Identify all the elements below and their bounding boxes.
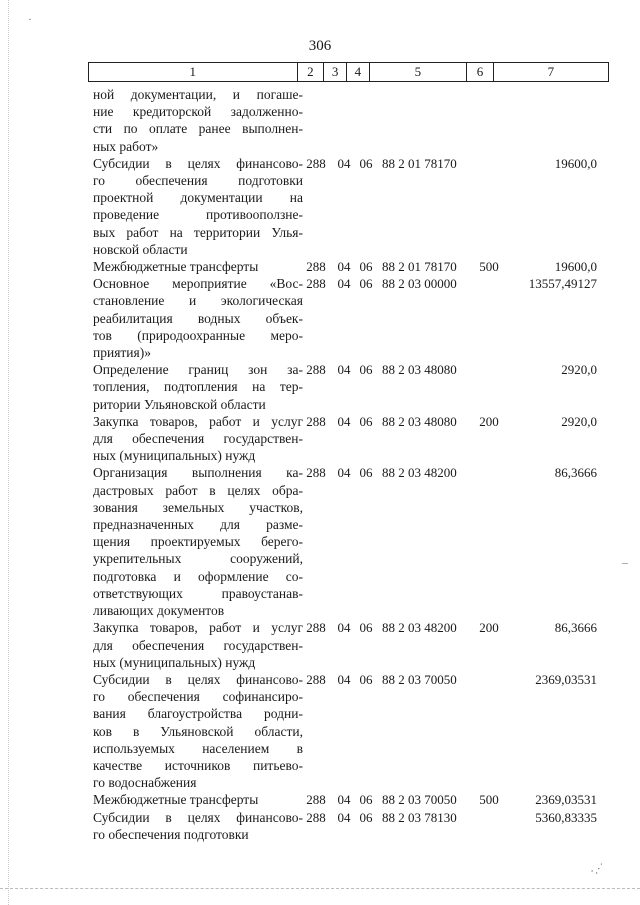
row-c7-cell: 5360,83335 bbox=[535, 809, 597, 825]
row-c7-cell: 86,3666 bbox=[554, 465, 597, 481]
row-c3-cell: 04 bbox=[337, 620, 351, 636]
row-description bbox=[93, 619, 303, 671]
description-line: ной документации, и погаше- bbox=[93, 87, 303, 102]
description-line: Субсидии в целях финансово- bbox=[93, 155, 303, 171]
row-c5-cell: 88 2 03 48080 bbox=[382, 362, 457, 378]
description-line: для обеспечения государствен- bbox=[93, 637, 303, 653]
row-c7-cell: 2369,03531 bbox=[535, 671, 597, 687]
table-row bbox=[0, 671, 640, 791]
description-line: щения проектируемых берего- bbox=[93, 534, 303, 550]
description-line: проектной документации на bbox=[93, 190, 303, 206]
row-description bbox=[93, 413, 303, 465]
description-line: предназначенных для разме- bbox=[93, 517, 303, 533]
description-line: дастровых работ в целях обра- bbox=[93, 482, 303, 498]
description-line: ливающих документов bbox=[93, 603, 225, 619]
budget-table-body bbox=[0, 86, 640, 843]
description-line: тов (природоохранные меро- bbox=[93, 327, 303, 343]
description-line: качестве источников питьево- bbox=[93, 757, 303, 773]
row-c2-cell: 288 bbox=[306, 259, 326, 275]
description-line: сти по оплате ранее выполнен- bbox=[93, 121, 303, 137]
row-c4-cell: 06 bbox=[359, 620, 373, 636]
table-row bbox=[0, 361, 640, 413]
row-description bbox=[93, 464, 303, 619]
row-c2-cell: 288 bbox=[306, 792, 326, 808]
row-c4-cell: 06 bbox=[359, 671, 373, 687]
row-c5-cell: 88 2 03 00000 bbox=[382, 276, 457, 292]
row-c7-cell: 2920,0 bbox=[561, 413, 597, 429]
column-header-3: 3 bbox=[324, 63, 347, 82]
description-line: подготовка и оформление со- bbox=[93, 568, 303, 584]
column-header-2: 2 bbox=[297, 63, 324, 82]
row-c6-cell: 200 bbox=[479, 413, 499, 429]
description-line: укрепительных сооружений, bbox=[93, 551, 303, 567]
row-c6-cell: 500 bbox=[479, 259, 499, 275]
description-line: становление и экологическая bbox=[93, 293, 303, 309]
description-line: используемых населением в bbox=[93, 740, 303, 756]
row-c2-cell: 288 bbox=[306, 671, 326, 687]
row-c6-cell: 200 bbox=[479, 620, 499, 636]
row-c3-cell: 04 bbox=[337, 809, 351, 825]
table-row bbox=[0, 155, 640, 258]
column-header-table bbox=[88, 62, 609, 82]
description-line: Субсидии в целях финансово- bbox=[93, 671, 303, 687]
row-c5-cell: 88 2 03 48080 bbox=[382, 413, 457, 429]
row-c3-cell: 04 bbox=[337, 155, 351, 171]
row-c5-cell: 88 2 03 70050 bbox=[382, 671, 457, 687]
row-c4-cell: 06 bbox=[359, 465, 373, 481]
description-line: Субсидии в целях финансово- bbox=[93, 809, 303, 825]
description-line: Закупка товаров, работ и услуг bbox=[93, 413, 303, 429]
column-header-1: 1 bbox=[89, 63, 298, 82]
description-line: новской области bbox=[93, 241, 188, 257]
row-c5-cell: 88 2 03 48200 bbox=[382, 465, 457, 481]
description-line: ков в Ульяновской области, bbox=[93, 723, 303, 739]
description-line: го обеспечения подготовки bbox=[93, 826, 249, 842]
row-c2-cell: 288 bbox=[306, 809, 326, 825]
description-line: го обеспечения подготовки bbox=[93, 173, 303, 189]
description-line: Закупка товаров, работ и услуг bbox=[93, 620, 303, 636]
row-c6-cell: 500 bbox=[479, 792, 499, 808]
row-c2-cell: 288 bbox=[306, 155, 326, 171]
table-row bbox=[0, 275, 640, 361]
row-c7-cell: 13557,49127 bbox=[528, 276, 597, 292]
row-c7-cell: 19600,0 bbox=[554, 155, 597, 171]
row-c5-cell: 88 2 03 48200 bbox=[382, 620, 457, 636]
row-c4-cell: 06 bbox=[359, 809, 373, 825]
description-line: зования земельных участков, bbox=[93, 499, 303, 515]
column-header-6: 6 bbox=[467, 63, 494, 82]
scan-mark: ·.·˙ bbox=[587, 859, 607, 879]
row-c4-cell: 06 bbox=[359, 792, 373, 808]
page-number: 306 bbox=[308, 38, 332, 54]
row-c7-cell: 86,3666 bbox=[554, 620, 597, 636]
description-line: топления, подтопления на тер- bbox=[93, 379, 303, 395]
scan-mark: – bbox=[622, 555, 628, 569]
row-description bbox=[93, 86, 303, 155]
row-c3-cell: 04 bbox=[337, 259, 351, 275]
column-header-row bbox=[89, 63, 609, 82]
row-c5-cell: 88 2 01 78170 bbox=[382, 259, 457, 275]
table-row bbox=[0, 86, 640, 155]
description-line: вых работ на территории Улья- bbox=[93, 224, 303, 240]
row-c7-cell: 2369,03531 bbox=[535, 792, 597, 808]
table-row bbox=[0, 464, 640, 619]
scan-mark: · bbox=[28, 12, 32, 26]
column-header-7: 7 bbox=[493, 63, 608, 82]
description-line: го обеспечения софинансиро- bbox=[93, 689, 303, 705]
description-line: Межбюджетные трансферты bbox=[93, 259, 259, 275]
row-c7-cell: 19600,0 bbox=[554, 259, 597, 275]
scan-bottom-edge bbox=[0, 888, 640, 889]
description-line: приятия)» bbox=[93, 345, 151, 361]
row-c4-cell: 06 bbox=[359, 413, 373, 429]
row-c4-cell: 06 bbox=[359, 155, 373, 171]
row-c2-cell: 288 bbox=[306, 276, 326, 292]
row-c4-cell: 06 bbox=[359, 362, 373, 378]
row-c5-cell: 88 2 03 70050 bbox=[382, 792, 457, 808]
row-description bbox=[93, 361, 303, 413]
description-line: Организация выполнения ка- bbox=[93, 465, 303, 481]
description-line: ных (муниципальных) нужд bbox=[93, 654, 256, 670]
row-c2-cell: 288 bbox=[306, 413, 326, 429]
description-line: ритории Ульяновской области bbox=[93, 396, 266, 412]
row-description bbox=[93, 258, 303, 275]
row-description bbox=[93, 155, 303, 258]
row-c5-cell: 88 2 03 78130 bbox=[382, 809, 457, 825]
row-description bbox=[93, 671, 303, 791]
row-c4-cell: 06 bbox=[359, 276, 373, 292]
table-row bbox=[0, 791, 640, 808]
table-row bbox=[0, 619, 640, 671]
row-c3-cell: 04 bbox=[337, 671, 351, 687]
description-line: ние кредиторской задолженно- bbox=[93, 104, 303, 120]
column-header-4: 4 bbox=[346, 63, 369, 82]
description-line: проведение противооползне- bbox=[93, 207, 303, 223]
row-c4-cell: 06 bbox=[359, 259, 373, 275]
description-line: Межбюджетные трансферты bbox=[93, 792, 259, 808]
row-c7-cell: 2920,0 bbox=[561, 362, 597, 378]
row-description bbox=[93, 275, 303, 361]
table-row bbox=[0, 413, 640, 465]
row-c5-cell: 88 2 01 78170 bbox=[382, 155, 457, 171]
row-description bbox=[93, 809, 303, 843]
table-row bbox=[0, 809, 640, 843]
row-c2-cell: 288 bbox=[306, 465, 326, 481]
description-line: го водоснабжения bbox=[93, 775, 197, 791]
row-description bbox=[93, 791, 303, 808]
row-c3-cell: 04 bbox=[337, 465, 351, 481]
row-c3-cell: 04 bbox=[337, 362, 351, 378]
description-line: Основное мероприятие «Вос- bbox=[93, 276, 303, 292]
row-c2-cell: 288 bbox=[306, 362, 326, 378]
description-line: ответствующих правоустанав- bbox=[93, 585, 303, 601]
table-row bbox=[0, 258, 640, 275]
description-line: для обеспечения государствен- bbox=[93, 431, 303, 447]
description-line: вания благоустройства родни- bbox=[93, 706, 303, 722]
row-c3-cell: 04 bbox=[337, 276, 351, 292]
row-c2-cell: 288 bbox=[306, 620, 326, 636]
description-line: Определение границ зон за- bbox=[93, 362, 303, 378]
column-header-5: 5 bbox=[369, 63, 466, 82]
description-line: ных (муниципальных) нужд bbox=[93, 448, 256, 464]
description-line: реабилитация водных объек- bbox=[93, 310, 303, 326]
row-c3-cell: 04 bbox=[337, 413, 351, 429]
description-line: ных работ» bbox=[93, 138, 159, 154]
row-c3-cell: 04 bbox=[337, 792, 351, 808]
